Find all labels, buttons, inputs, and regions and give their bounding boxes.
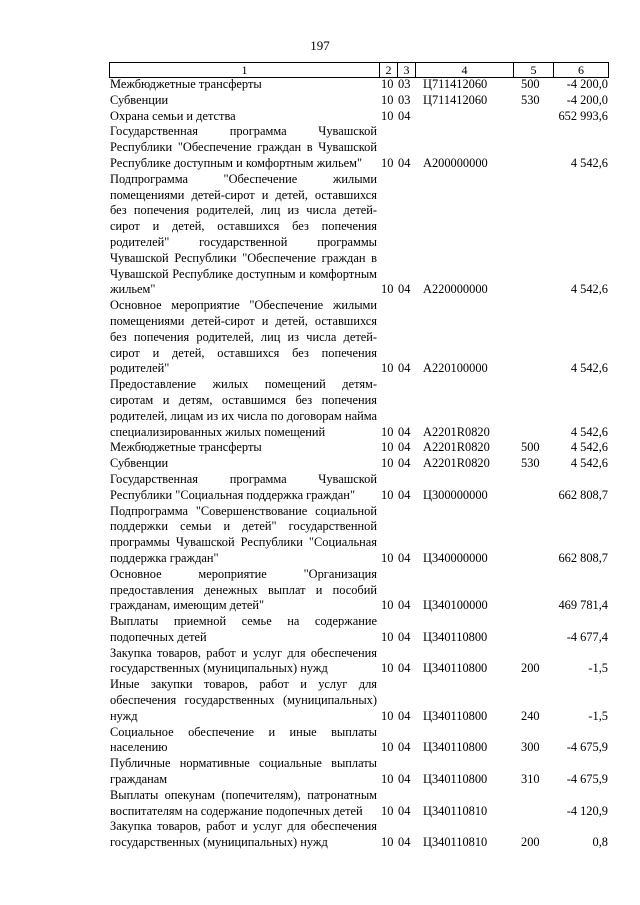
row-description: Иные закупки товаров, работ и услуг для обеспечения государственных (муниципальных) нужд xyxy=(110,677,377,723)
row-target-code: Ц340110800 xyxy=(423,772,488,787)
row-amount: -4 200,0 xyxy=(566,77,608,91)
row-amount: -4 120,9 xyxy=(566,803,608,818)
row-section: 10 xyxy=(381,456,394,471)
table-row xyxy=(110,725,608,757)
row-expense-type: 200 xyxy=(521,661,540,676)
table-header xyxy=(109,62,609,78)
row-target-code: Ц340110800 xyxy=(423,661,488,676)
table-row xyxy=(110,77,608,93)
row-section: 10 xyxy=(381,108,394,123)
table-row xyxy=(110,788,608,820)
row-description: Основное мероприятие "Обеспечение жилыми помещениями детей-сирот и детей, оставшихся без попечения родителей, лиц из числа детей-сирот и детей, оставшихся без попечения родителей" xyxy=(110,298,377,376)
row-amount: 0,8 xyxy=(592,835,608,850)
row-target-code: А220000000 xyxy=(423,282,488,297)
table-row xyxy=(110,756,608,788)
row-subsection: 03 xyxy=(398,92,411,107)
table-row xyxy=(110,172,608,298)
row-target-code: А220100000 xyxy=(423,361,488,376)
table-row xyxy=(110,646,608,678)
table-row xyxy=(110,614,608,646)
row-amount: 469 781,4 xyxy=(558,598,608,613)
row-amount: -1,5 xyxy=(588,661,608,676)
row-subsection: 04 xyxy=(398,629,411,644)
table-row xyxy=(110,456,608,472)
row-target-code: Ц711412060 xyxy=(423,77,488,91)
table-row xyxy=(110,504,608,567)
row-subsection: 04 xyxy=(398,456,411,471)
row-target-code: Ц340100000 xyxy=(423,598,488,613)
row-section: 10 xyxy=(381,440,394,455)
row-amount: 652 993,6 xyxy=(558,108,608,123)
row-subsection: 04 xyxy=(398,282,411,297)
row-subsection: 04 xyxy=(398,740,411,755)
row-target-code: Ц340110810 xyxy=(423,803,488,818)
row-subsection: 04 xyxy=(398,803,411,818)
row-subsection: 04 xyxy=(398,440,411,455)
row-amount: 4 542,6 xyxy=(570,155,608,170)
table-row xyxy=(110,472,608,504)
row-description: Государственная программа Чувашской Республики "Обеспечение граждан в Чувашской Республике доступным и комфортным жильем" xyxy=(110,124,377,170)
row-subsection: 04 xyxy=(398,424,411,439)
table-row xyxy=(110,819,608,851)
row-subsection: 04 xyxy=(398,598,411,613)
row-description: Выплаты опекунам (попечителям), патронатным воспитателям на содержание подопечных детей xyxy=(110,787,377,818)
row-subsection: 04 xyxy=(398,550,411,565)
row-subsection: 04 xyxy=(398,155,411,170)
row-section: 10 xyxy=(381,803,394,818)
row-subsection: 04 xyxy=(398,708,411,723)
row-amount: 4 542,6 xyxy=(570,440,608,455)
row-amount: 4 542,6 xyxy=(570,456,608,471)
row-section: 10 xyxy=(381,361,394,376)
row-target-code: Ц340110800 xyxy=(423,708,488,723)
row-description: Социальное обеспечение и иные выплаты населению xyxy=(110,724,377,755)
header-col-4: 4 xyxy=(416,63,514,77)
row-amount: -1,5 xyxy=(588,708,608,723)
row-section: 10 xyxy=(381,550,394,565)
row-expense-type: 200 xyxy=(521,835,540,850)
row-subsection: 03 xyxy=(398,77,411,91)
row-subsection: 04 xyxy=(398,361,411,376)
row-description: Межбюджетные трансферты xyxy=(110,77,262,91)
row-subsection: 04 xyxy=(398,835,411,850)
row-section: 10 xyxy=(381,424,394,439)
row-expense-type: 500 xyxy=(521,440,540,455)
row-amount: -4 200,0 xyxy=(566,92,608,107)
row-target-code: Ц300000000 xyxy=(423,487,488,502)
row-description: Подпрограмма "Обеспечение жилыми помещениями детей-сирот и детей, оставшихся без попечения родителей, лиц из числа детей-сирот и детей, оставшихся без попечения родителей" государственной программы Чувашской Республики "Обеспечение граждан в Чувашской Республике доступным и комфортным жильем" xyxy=(110,171,377,297)
row-description: Охрана семьи и детства xyxy=(110,108,236,123)
row-expense-type: 300 xyxy=(521,740,540,755)
row-expense-type: 310 xyxy=(521,772,540,787)
table-row xyxy=(110,124,608,171)
header-col-5: 5 xyxy=(514,63,554,77)
row-description: Закупка товаров, работ и услуг для обеспечения государственных (муниципальных) нужд xyxy=(110,645,377,676)
row-target-code: Ц340000000 xyxy=(423,550,488,565)
row-section: 10 xyxy=(381,708,394,723)
page-number: 197 xyxy=(310,38,330,53)
row-section: 10 xyxy=(381,487,394,502)
table-row xyxy=(110,298,608,377)
row-expense-type: 530 xyxy=(521,92,540,107)
row-section: 10 xyxy=(381,835,394,850)
table-row xyxy=(110,567,608,614)
row-description: Субвенции xyxy=(110,92,169,107)
row-amount: 662 808,7 xyxy=(558,550,608,565)
table-row xyxy=(110,677,608,724)
row-description: Подпрограмма "Совершенствование социальной поддержки семьи и детей" государственной программы Чувашской Республики "Социальная поддержка граждан" xyxy=(110,503,377,565)
row-target-code: А200000000 xyxy=(423,155,488,170)
table-row xyxy=(110,93,608,109)
table-row xyxy=(110,109,608,125)
row-description: Выплаты приемной семье на содержание подопечных детей xyxy=(110,614,377,644)
row-subsection: 04 xyxy=(398,108,411,123)
row-target-code: Ц340110800 xyxy=(423,629,488,644)
row-amount: -4 675,9 xyxy=(566,772,608,787)
row-section: 10 xyxy=(381,772,394,787)
row-expense-type: 240 xyxy=(521,708,540,723)
row-section: 10 xyxy=(381,661,394,676)
header-col-2: 2 xyxy=(380,63,398,77)
row-target-code: Ц340110800 xyxy=(423,740,488,755)
row-section: 10 xyxy=(381,92,394,107)
row-description: Закупка товаров, работ и услуг для обеспечения государственных (муниципальных) нужд xyxy=(110,819,377,850)
row-amount: -4 677,4 xyxy=(566,629,608,644)
row-description: Основное мероприятие "Организация предоставления денежных выплат и пособий гражданам, имеющим детей" xyxy=(110,566,377,613)
row-amount: 662 808,7 xyxy=(558,487,608,502)
budget-table-body xyxy=(110,77,608,851)
row-target-code: А2201R0820 xyxy=(423,456,490,471)
row-subsection: 04 xyxy=(398,661,411,676)
table-row xyxy=(110,440,608,456)
row-expense-type: 500 xyxy=(521,77,540,91)
row-section: 10 xyxy=(381,282,394,297)
row-target-code: А2201R0820 xyxy=(423,424,490,439)
row-subsection: 04 xyxy=(398,772,411,787)
row-description: Публичные нормативные социальные выплаты гражданам xyxy=(110,756,377,787)
row-amount: -4 675,9 xyxy=(566,740,608,755)
row-description: Предоставление жилых помещений детям-сиротам и детям, оставшимся без попечения родителей, лицам из их числа по договорам найма специализированных жилых помещений xyxy=(110,377,377,439)
row-amount: 4 542,6 xyxy=(570,361,608,376)
row-target-code: Ц340110810 xyxy=(423,835,488,850)
row-target-code: Ц711412060 xyxy=(423,92,488,107)
table-row xyxy=(110,377,608,440)
header-col-3: 3 xyxy=(398,63,416,77)
row-section: 10 xyxy=(381,629,394,644)
header-col-6: 6 xyxy=(578,63,584,77)
row-section: 10 xyxy=(381,155,394,170)
header-col-1: 1 xyxy=(110,63,380,77)
row-description: Государственная программа Чувашской Республики "Социальная поддержка граждан" xyxy=(110,471,377,502)
row-section: 10 xyxy=(381,77,394,91)
row-description: Субвенции xyxy=(110,456,169,471)
row-description: Межбюджетные трансферты xyxy=(110,440,262,455)
row-amount: 4 542,6 xyxy=(570,424,608,439)
row-amount: 4 542,6 xyxy=(570,282,608,297)
row-target-code: А2201R0820 xyxy=(423,440,490,455)
row-section: 10 xyxy=(381,598,394,613)
row-subsection: 04 xyxy=(398,487,411,502)
row-expense-type: 530 xyxy=(521,456,540,471)
row-section: 10 xyxy=(381,740,394,755)
